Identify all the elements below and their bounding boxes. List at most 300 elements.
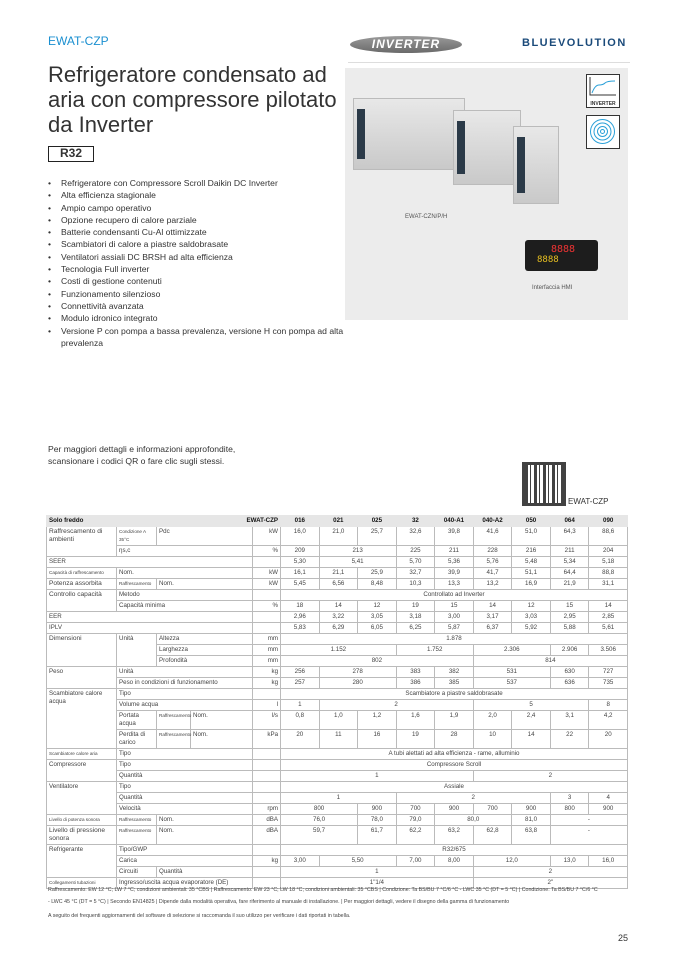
value-cell: 278 [319,667,396,678]
model-column-header: 040-A1 [435,516,474,527]
label-cell: Pdc [157,527,253,546]
label-cell: Raffrescamento [117,815,157,826]
unit-cell [253,749,281,760]
label-cell: Nom. [157,826,253,845]
table-header [47,516,628,527]
value-cell: 16,0 [281,527,320,546]
value-cell: 5,18 [589,557,628,568]
value-cell: 2,4 [512,711,551,730]
table-row [47,700,628,711]
value-cell: 5 [473,700,589,711]
product-image-panel [345,68,628,320]
value-cell: 900 [589,804,628,815]
label-cell: Raffrescamento [157,711,191,730]
label-cell: IPLV [47,623,253,634]
value-cell: 15 [435,601,474,612]
label-cell: Unità [117,634,157,667]
label-cell: EER [47,612,253,623]
label-cell: Altezza [157,634,253,645]
table-row [47,760,628,771]
value-cell: 2,96 [281,612,320,623]
unit-cell: kW [253,579,281,590]
value-cell: 2.906 [550,645,589,656]
value-cell: 5,87 [435,623,474,634]
value-cell: 257 [281,678,320,689]
value-cell: 385 [435,678,474,689]
footnote: - LWC 45 °C (DT = 5 °C) | Secondo EN14825 | Dipende dalla modalità operativa, fare riferimento al manuale di installazione. | Per maggiori dettagli, vedere il disegno della gamma di funzionamento [48,898,510,905]
model-column-header: 025 [358,516,397,527]
product-series: EWAT-CZP [48,34,109,48]
value-cell: 63,2 [435,826,474,845]
value-cell: 7,00 [396,856,435,867]
units-caption: EWAT-CZN/P/H [405,214,448,220]
label-cell: SEER [47,557,253,568]
value-cell: 81,0 [512,815,551,826]
hmi-controller-image [525,240,598,271]
table-row [47,711,628,730]
value-cell: 900 [512,804,551,815]
value-cell: 16,0 [589,856,628,867]
table-row [47,856,628,867]
value-cell: 383 [396,667,435,678]
value-cell: 14 [589,601,628,612]
value-cell: 1,6 [396,711,435,730]
value-cell: 11 [319,730,358,749]
model-column-header: 040-A2 [473,516,512,527]
value-cell: Controllato ad Inverter [281,590,628,601]
value-cell: 28 [435,730,474,749]
value-cell: 19 [396,730,435,749]
value-cell: 386 [396,678,435,689]
value-cell: 209 [281,546,320,557]
feature-item: • Costi di gestione contenuti [48,275,348,287]
value-cell: 14 [473,601,512,612]
label-cell: Scambiatore calore acqua [47,689,117,749]
value-cell: 1 [281,771,474,782]
feature-item: • Refrigeratore con Compressore Scroll Daikin DC Inverter [48,177,348,189]
value-cell: 5,41 [319,557,396,568]
value-cell: 64,4 [550,568,589,579]
chiller-unit-medium [453,110,521,185]
label-cell: ηs,c [117,546,253,557]
value-cell: 78,0 [358,815,397,826]
value-cell: 700 [396,804,435,815]
table-row [47,804,628,815]
unit-cell: kW [253,527,281,546]
value-cell: 25,9 [358,568,397,579]
value-cell: R32/675 [281,845,628,856]
value-cell: 3,05 [358,612,397,623]
unit-cell: kg [253,678,281,689]
value-cell: 19 [396,601,435,612]
value-cell: 800 [281,804,358,815]
table-row [47,601,628,612]
label-cell: Condizione A 35°C [117,527,157,546]
unit-cell [253,623,281,634]
table-header-label: Solo freddo [47,516,191,527]
value-cell: 4 [589,793,628,804]
value-cell: 2 [319,700,473,711]
value-cell: 6,25 [396,623,435,634]
value-cell: 216 [512,546,551,557]
label-cell: Refrigerante [47,845,117,878]
value-cell: 802 [281,656,474,667]
value-cell: 88,6 [589,527,628,546]
value-cell: 2 [473,771,627,782]
value-cell: 636 [550,678,589,689]
unit-cell: l/s [253,711,281,730]
table-row [47,634,628,645]
unit-cell: mm [253,645,281,656]
label-cell: Profondità [157,656,253,667]
unit-cell: kW [253,568,281,579]
label-cell: Peso in condizioni di funzionamento [117,678,253,689]
page-title: Refrigeratore condensato ad aria con compressore pilotato da Inverter [48,62,337,137]
feature-list [48,177,348,349]
value-cell: 3,17 [473,612,512,623]
value-cell: 280 [319,678,396,689]
unit-cell: kPa [253,730,281,749]
table-row [47,612,628,623]
model-column-header: 050 [512,516,551,527]
value-cell: 3,03 [512,612,551,623]
value-cell: 6,37 [473,623,512,634]
inverter-badge-label: INVERTER [590,101,616,107]
value-cell: 13,2 [473,579,512,590]
value-cell: 76,0 [281,815,358,826]
divider [348,62,630,63]
value-cell: 2 [473,867,627,878]
table-row [47,815,628,826]
value-cell: 20 [589,730,628,749]
value-cell: 1"1/4 [281,878,474,889]
value-cell: 900 [435,804,474,815]
value-cell: 13,3 [435,579,474,590]
value-cell: 6,56 [319,579,358,590]
value-cell: 63,8 [512,826,551,845]
label-cell: Metodo [117,590,253,601]
unit-cell [253,793,281,804]
label-cell: Compressore [47,760,117,782]
footnote: Raffrescamento: EW 12 °C; LW 7 °C; condizioni ambientali: 35 °CBS | Raffrescamento: EW 23 °C; LW 18 °C; condizioni ambientali: 35 °CBS | Condizione: Ta BS/BU 7 °C/6 °C - LWC 35 °C (DT = 5 °C) | Condizione: Ta BS/BU 7 °C/6 °C [48,887,598,893]
table-row [47,590,628,601]
table-row [47,689,628,700]
value-cell: 382 [435,667,474,678]
value-cell: 32,7 [396,568,435,579]
table-row [47,782,628,793]
inverter-logo: INVERTER [350,36,462,53]
value-cell: 21,9 [550,579,589,590]
value-cell: 1,2 [358,711,397,730]
value-cell: 21,0 [319,527,358,546]
value-cell: 204 [589,546,628,557]
feature-item: • Ventilatori assiali DC BRSH ad alta efficienza [48,251,348,263]
unit-cell [253,782,281,793]
value-cell: 61,7 [358,826,397,845]
value-cell: 3,18 [396,612,435,623]
value-cell: 211 [550,546,589,557]
value-cell: 537 [473,678,550,689]
value-cell: 20 [281,730,320,749]
value-cell: 5,50 [319,856,396,867]
unit-cell: dBA [253,826,281,845]
table-header-family: EWAT-CZP [191,516,281,527]
label-cell: Collegamenti tubazioni [47,878,117,889]
feature-item: • Batterie condensanti Cu-Al ottimizzate [48,226,348,238]
value-cell: 12 [358,601,397,612]
value-cell: 700 [473,804,512,815]
label-cell: Nom. [157,579,253,590]
value-cell: 39,9 [435,568,474,579]
value-cell: 228 [473,546,512,557]
value-cell: 814 [473,656,627,667]
hmi-caption: Interfaccia HMI [532,285,573,291]
footnotes [48,885,638,923]
value-cell: 3 [550,793,589,804]
unit-cell [253,867,281,878]
label-cell: Portata acqua [117,711,157,730]
specs-table [46,515,628,889]
label-cell: Circuiti [117,867,157,878]
value-cell: 1.152 [281,645,397,656]
hmi-display-yellow: 8888 [537,255,559,265]
label-cell: Capacità minima [117,601,253,612]
unit-cell: mm [253,634,281,645]
value-cell: Assiale [281,782,628,793]
table-row [47,826,628,845]
value-cell: 13,0 [550,856,589,867]
inverter-wave-icon [587,75,618,97]
value-cell: A tubi alettati ad alta efficienza - rame, alluminio [281,749,628,760]
value-cell: 1 [281,867,474,878]
label-cell: Tipo [117,760,253,771]
table-row [47,667,628,678]
value-cell: 5,36 [435,557,474,568]
table-row [47,527,628,546]
value-cell: 5,76 [473,557,512,568]
label-cell: Dimensioni [47,634,117,667]
value-cell: 531 [473,667,550,678]
qr-code[interactable] [522,462,566,506]
value-cell: - [550,815,627,826]
value-cell: 213 [319,546,396,557]
value-cell: 800 [550,804,589,815]
value-cell: 5,34 [550,557,589,568]
value-cell: 735 [589,678,628,689]
model-column-header: 016 [281,516,320,527]
value-cell: 3,00 [435,612,474,623]
value-cell: 25,7 [358,527,397,546]
feature-item: • Tecnologia Full inverter [48,263,348,275]
label-cell: Unità [117,667,253,678]
value-cell: 2,0 [473,711,512,730]
value-cell: 14 [319,601,358,612]
feature-item: • Modulo idronico integrato [48,312,348,324]
label-cell: Controllo capacità [47,590,117,612]
value-cell: 2,85 [589,612,628,623]
label-cell: Velocità [117,804,253,815]
feature-item: • Opzione recupero di calore parziale [48,214,348,226]
value-cell: 8,48 [358,579,397,590]
value-cell: 39,8 [435,527,474,546]
label-cell: Raffrescamento [117,579,157,590]
value-cell: 15 [550,601,589,612]
hmi-display-red: 8888 [551,244,576,255]
value-cell: 6,29 [319,623,358,634]
unit-cell [253,590,281,601]
value-cell: 630 [550,667,589,678]
label-cell: Livello di pressione sonora [47,826,117,845]
label-cell: Quantità [117,771,253,782]
table-row [47,793,628,804]
table-row [47,867,628,878]
feature-item: • Ampio campo operativo [48,202,348,214]
label-cell: Nom. [157,815,253,826]
label-cell: Tipo/GWP [117,845,253,856]
feature-item: • Connettività avanzata [48,300,348,312]
value-cell: 31,1 [589,579,628,590]
value-cell: 8,00 [435,856,474,867]
value-cell: 727 [589,667,628,678]
value-cell: 16 [358,730,397,749]
label-cell: Volume acqua [117,700,253,711]
unit-cell: mm [253,656,281,667]
value-cell: 5,61 [589,623,628,634]
value-cell: 4,2 [589,711,628,730]
value-cell: 225 [396,546,435,557]
label-cell: Capacità di raffrescamento [47,568,117,579]
label-cell: Scambiatore calore aria [47,749,117,760]
value-cell: 62,2 [396,826,435,845]
inverter-badge [586,74,620,108]
value-cell: 5,45 [281,579,320,590]
value-cell: 32,6 [396,527,435,546]
value-cell: 16,9 [512,579,551,590]
label-cell: Ventilatore [47,782,117,815]
table-row [47,557,628,568]
unit-cell: dBA [253,815,281,826]
feature-item: • Funzionamento silenzioso [48,288,348,300]
feature-item: • Scambiatori di calore a piastre saldobrasate [48,238,348,250]
value-cell: 80,0 [435,815,512,826]
value-cell: 2 [396,793,550,804]
label-cell: Perdita di carico [117,730,157,749]
value-cell: 900 [358,804,397,815]
value-cell: 51,0 [512,527,551,546]
label-cell: Tipo [117,749,253,760]
model-column-header: 32 [396,516,435,527]
value-cell: 59,7 [281,826,358,845]
value-cell: 22 [550,730,589,749]
value-cell: 88,8 [589,568,628,579]
label-cell: Potenza assorbita [47,579,117,590]
refrigerant-badge: R32 [48,146,94,162]
label-cell: Nom. [191,711,253,730]
value-cell: 5,30 [281,557,320,568]
label-cell: Carica [117,856,253,867]
unit-cell: rpm [253,804,281,815]
label-cell: Peso [47,667,117,689]
value-cell: 1,0 [319,711,358,730]
value-cell: 10,3 [396,579,435,590]
value-cell: 2" [473,878,627,889]
label-cell: Quantità [157,867,253,878]
value-cell: 3,00 [281,856,320,867]
unit-cell [253,612,281,623]
label-cell: Raffrescamento di ambienti [47,527,117,557]
value-cell: 16,1 [281,568,320,579]
table-row [47,749,628,760]
label-cell: Ingresso/uscita acqua evaporatore (DE) [117,878,253,889]
value-cell: 12,0 [473,856,550,867]
table-row [47,771,628,782]
label-cell: Nom. [191,730,253,749]
label-cell: Raffrescamento [117,826,157,845]
value-cell: 3,22 [319,612,358,623]
label-cell: Tipo [117,689,253,700]
feature-item: • Versione P con pompa a bassa prevalenza, versione H con pompa ad alta prevalenza [48,325,348,350]
value-cell: 5,70 [396,557,435,568]
value-cell: 1.752 [396,645,473,656]
table-row [47,579,628,590]
unit-cell: % [253,601,281,612]
table-row [47,730,628,749]
label-cell: Quantità [117,793,253,804]
unit-cell: % [253,546,281,557]
value-cell: 79,0 [396,815,435,826]
value-cell: - [550,826,627,845]
value-cell: 1 [281,793,397,804]
label-cell: Raffrescamento [157,730,191,749]
value-cell: 14 [512,730,551,749]
unit-cell [253,557,281,568]
value-cell: 5,48 [512,557,551,568]
value-cell: 5,83 [281,623,320,634]
value-cell: Compressore Scroll [281,760,628,771]
value-cell: 10 [473,730,512,749]
label-cell: Livello di potenza sonora [47,815,117,826]
table-row [47,546,628,557]
unit-cell [253,845,281,856]
scroll-compressor-badge [586,115,620,149]
value-cell: 41,7 [473,568,512,579]
chiller-unit-small [513,126,559,204]
value-cell: 1.878 [281,634,628,645]
value-cell: 3.506 [589,645,628,656]
value-cell: 5,92 [512,623,551,634]
unit-cell: l [253,700,281,711]
value-cell: 62,8 [473,826,512,845]
value-cell: 41,6 [473,527,512,546]
unit-cell [253,760,281,771]
unit-cell: kg [253,856,281,867]
value-cell: Scambiatore a piastre saldobrasate [281,689,628,700]
label-cell: Tipo [117,782,253,793]
value-cell: 256 [281,667,320,678]
unit-cell [253,689,281,700]
model-column-header: 021 [319,516,358,527]
value-cell: 3,1 [550,711,589,730]
value-cell: 211 [435,546,474,557]
footnote: A seguito dei frequenti aggiornamenti del software di selezione si raccomanda il suo utilizzo per verificare i dati riportati in tabella. [48,913,351,919]
label-cell: Larghezza [157,645,253,656]
value-cell: 21,1 [319,568,358,579]
table-row [47,568,628,579]
value-cell: 2,95 [550,612,589,623]
unit-cell: kg [253,667,281,678]
table-row [47,623,628,634]
value-cell: 6,05 [358,623,397,634]
